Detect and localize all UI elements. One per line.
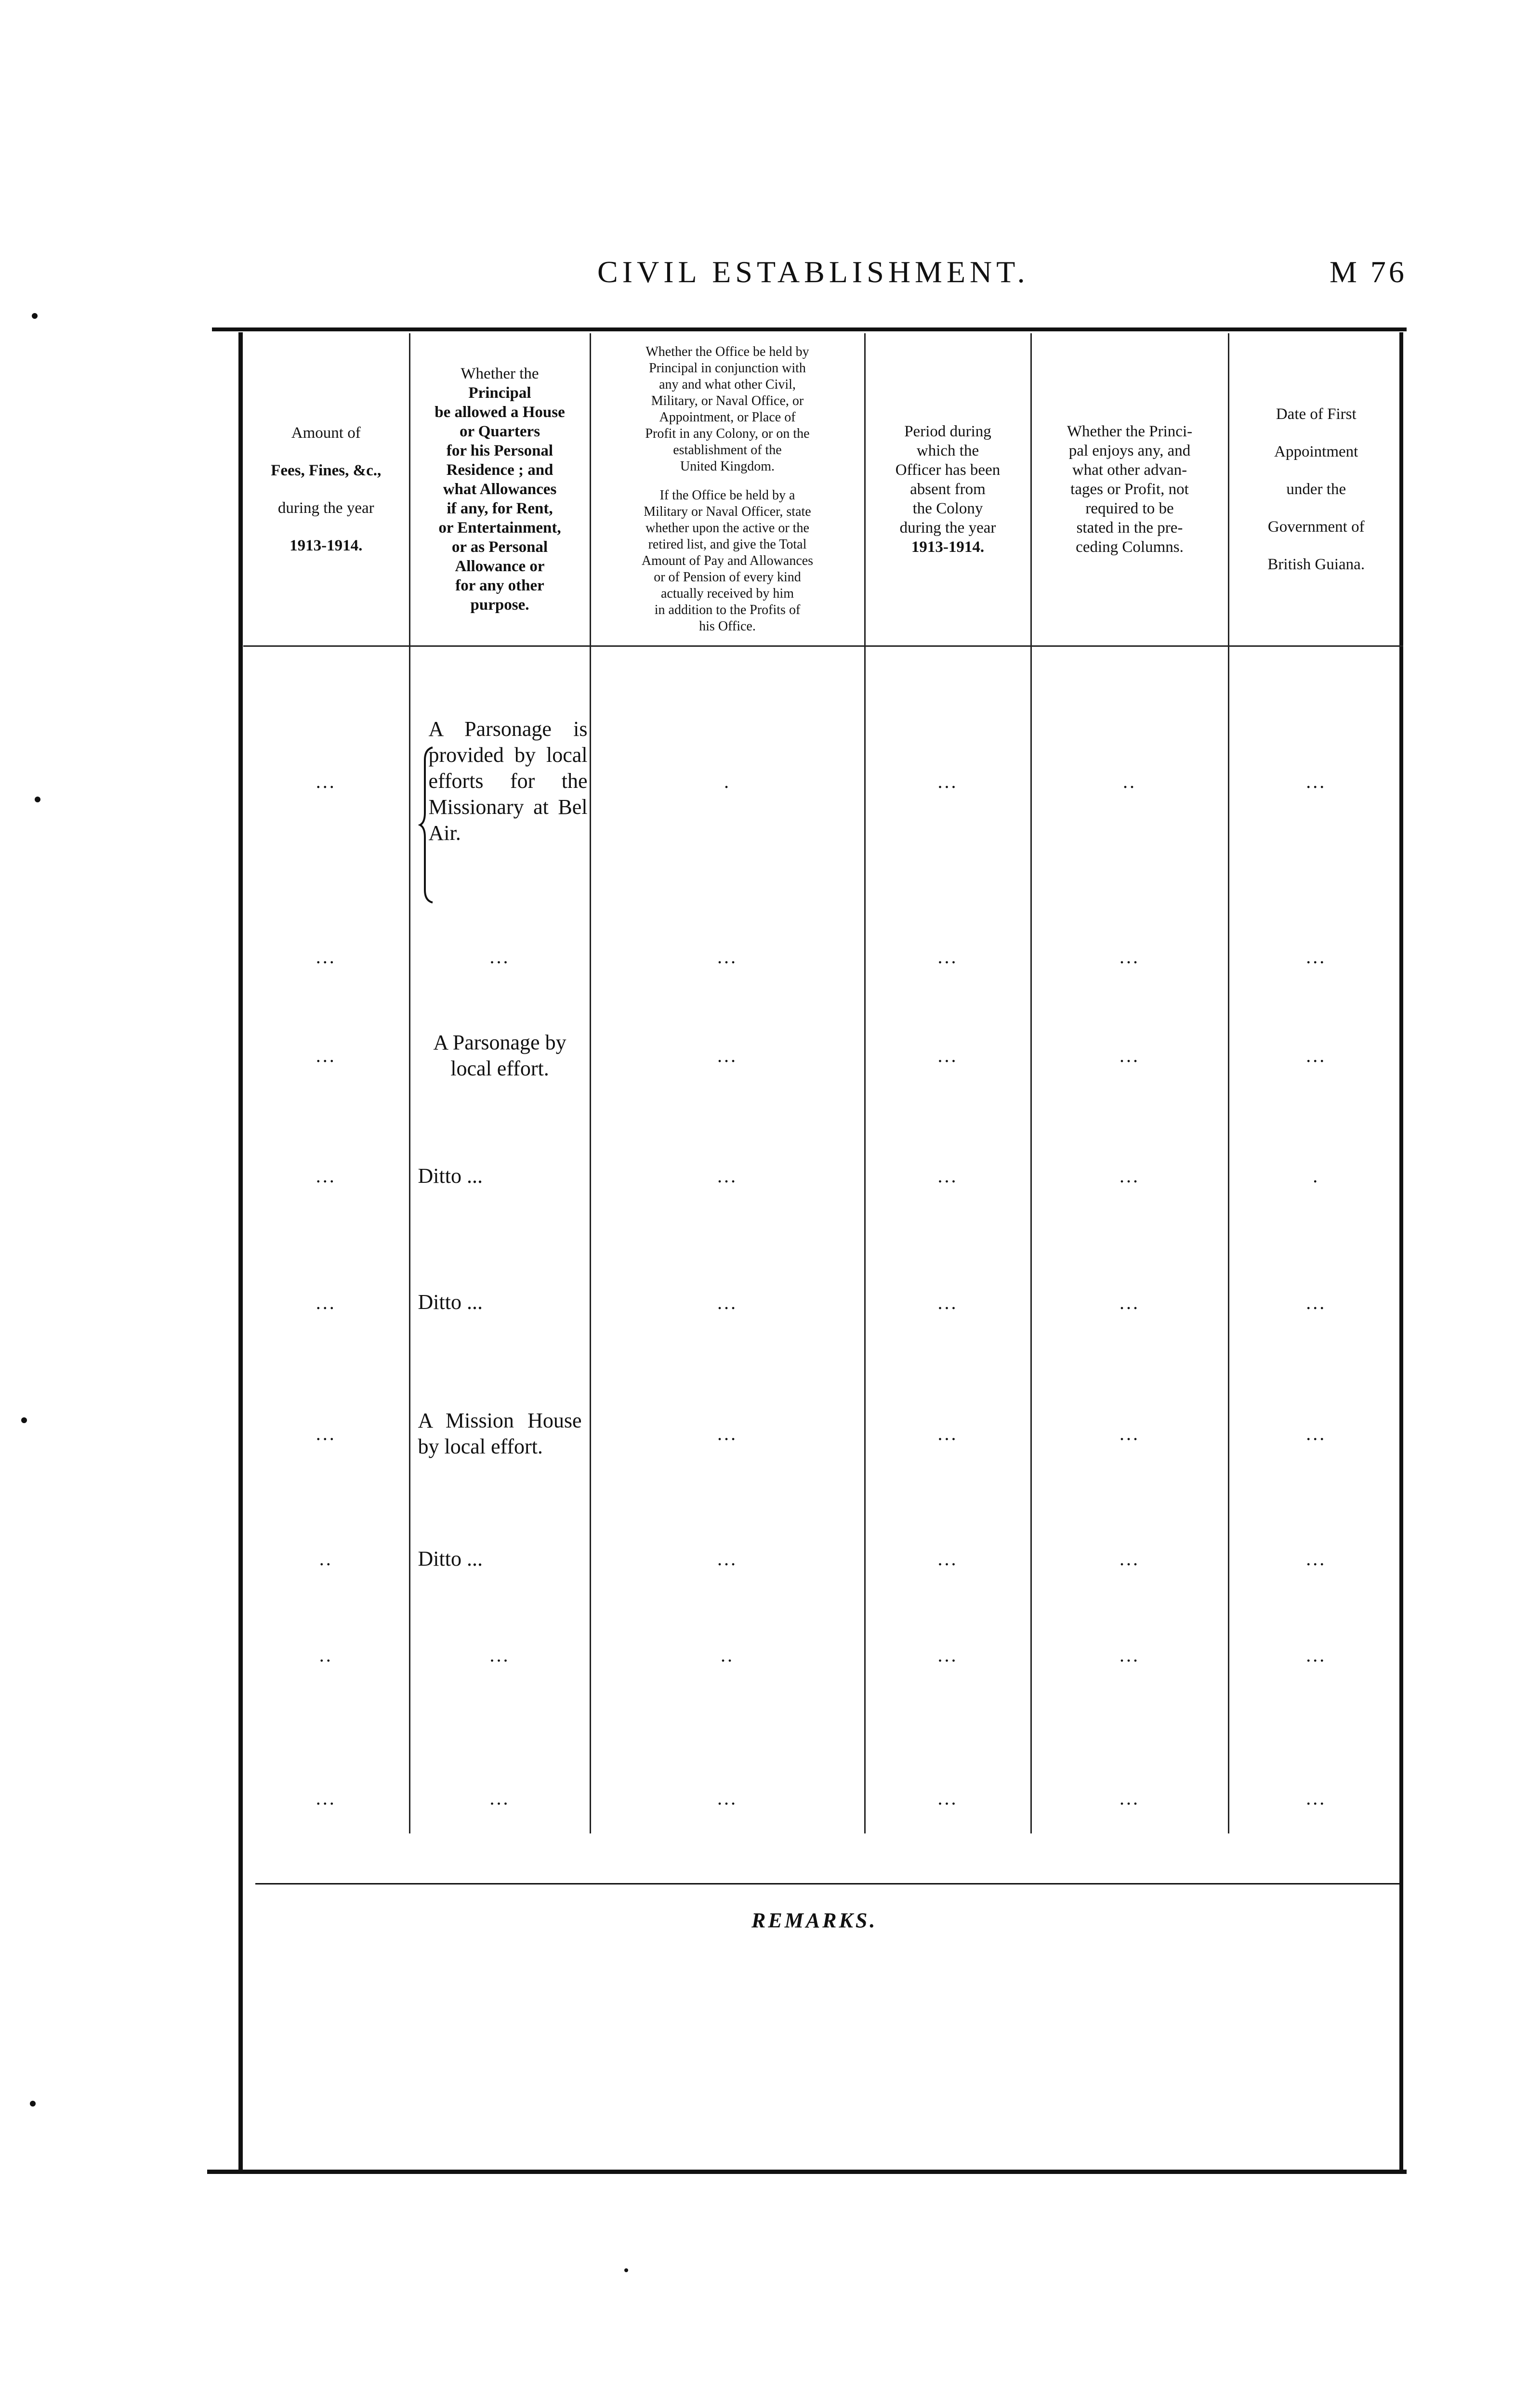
advantages-cell: ... [1031,998,1228,1113]
header-advantages-line: what other advan- [1072,461,1187,479]
header-row [243,333,1403,646]
header-fees-line: during the year [277,499,374,517]
office-cell: ... [590,1113,865,1239]
header-house-line: for his Personal [446,442,553,459]
scan-speck [35,797,40,802]
table-row [243,1617,1403,1694]
left-frame-rule [238,332,243,2170]
header-appointment-line: British Guiana. [1267,556,1365,573]
absent-cell: ... [865,1239,1031,1366]
appointment-cell: ... [1228,1239,1403,1366]
header-house-line: for any other [455,577,544,594]
header-office-line: Profit in any Colony, or on the [645,426,810,441]
absent-cell: ... [865,1617,1031,1694]
header-house-line: purpose. [470,596,529,614]
header-house-line: or Quarters [459,423,540,440]
header-house-line: Whether the [461,365,539,382]
header-appointment [1228,333,1403,646]
header-absent [865,333,1031,646]
house-cell: A Parsonage is provided by local efforts for the Missionary at Bel Air. [409,646,590,916]
left-brace-icon [418,746,435,904]
advantages-cell: ... [1031,1501,1228,1617]
fees-cell: ... [316,946,336,968]
header-appointment-line: Appointment [1274,443,1358,460]
office-cell: ... [590,1694,865,1833]
table-row [243,916,1403,998]
header-house-line: what Allowances [443,481,557,498]
header-absent-line: Period during [904,423,991,440]
office-cell: ... [590,1239,865,1366]
absent-cell: ... [865,1501,1031,1617]
advantages-cell: ... [1031,1694,1228,1833]
scan-speck [32,313,38,319]
house-cell: A Parsonage by local effort. [409,998,590,1113]
header-house-line: Residence ; and [446,461,553,479]
header-advantages-line: tages or Profit, not [1070,481,1189,498]
house-cell: Ditto ... [409,1239,590,1366]
header-absent-line: 1913-1914. [911,538,985,556]
fees-cell: ... [316,1291,336,1313]
fees-cell: .. [319,1644,333,1666]
header-absent-line: the Colony [912,500,983,517]
appointment-cell: ... [1228,1617,1403,1694]
house-cell: Ditto ... [409,1501,590,1617]
fees-cell: ... [316,1045,336,1066]
header-office-line: Principal in conjunction with [649,361,806,376]
page-title: CIVIL ESTABLISHMENT. [597,255,1029,289]
advantages-cell: ... [1031,1366,1228,1501]
header-office-line: or of Pension of every kind [654,570,801,585]
fees-cell: ... [316,1787,336,1809]
header-absent-line: which the [916,442,979,459]
header-office-line: actually received by him [661,586,794,601]
header-advantages-line: stated in the pre- [1076,519,1183,537]
header-house-line: if any, for Rent, [447,500,553,517]
page-number: M 76 [1330,255,1407,289]
header-office-line: Military, or Naval Office, or [651,393,804,408]
header-office-line: Whether the Office be held by [645,344,809,359]
appointment-cell: ... [1228,998,1403,1113]
establishment-table [243,333,1403,1833]
header-advantages-line: ceding Columns. [1076,538,1184,556]
header-office-line: United Kingdom. [680,459,775,474]
scan-speck [624,2268,628,2272]
appointment-cell: ... [1228,1366,1403,1501]
header-fees-line: 1913-1914. [290,537,363,554]
remarks-heading: REMARKS. [751,1909,878,1932]
header-appointment-line: under the [1286,481,1346,498]
header-office [590,333,865,646]
header-office-line: Amount of Pay and Allowances [641,553,814,568]
advantages-cell: ... [1031,1617,1228,1694]
appointment-cell: . [1228,1113,1403,1239]
header-advantages-line: required to be [1085,500,1174,517]
header-house [409,333,590,646]
absent-cell: ... [865,998,1031,1113]
header-absent-line: during the year [899,519,996,537]
header-absent-line: Officer has been [895,461,1001,479]
fees-cell: .. [319,1548,333,1570]
header-fees [243,333,409,646]
header-advantages-line: Whether the Princi- [1067,423,1193,440]
header-house-line: Principal [468,384,531,402]
table-row [243,998,1403,1113]
header-office-line: retired list, and give the Total [648,537,807,552]
office-cell: ... [590,998,865,1113]
header-office-line: whether upon the active or the [645,521,809,536]
bottom-rule [207,2170,1407,2174]
house-cell: ... [409,916,590,998]
house-cell: Ditto ... [409,1113,590,1239]
header-house-line: be allowed a House [435,404,565,421]
header-office-line: Military or Naval Officer, state [644,504,811,519]
header-fees-line: Amount of [291,424,361,442]
table-row [243,1501,1403,1617]
header-advantages-line: pal enjoys any, and [1068,442,1191,459]
absent-cell: ... [865,1366,1031,1501]
office-cell: . [590,646,865,916]
header-fees-line: Fees, Fines, &c., [271,462,382,479]
appointment-cell: ... [1228,916,1403,998]
header-office-line: Appointment, or Place of [659,410,796,425]
table-row [243,646,1403,916]
top-rule [212,327,1407,331]
absent-cell: ... [865,1113,1031,1239]
table-row [243,1366,1403,1501]
office-cell: ... [590,916,865,998]
appointment-cell: ... [1228,1501,1403,1617]
header-appointment-line: Date of First [1276,406,1357,423]
house-cell: A Mission House by local effort. [409,1366,590,1501]
office-cell: ... [590,1501,865,1617]
table-end-rule [255,1883,1401,1885]
appointment-cell: ... [1228,646,1403,916]
advantages-cell: .. [1031,646,1228,916]
advantages-cell: ... [1031,1239,1228,1366]
fees-cell: ... [316,1423,336,1444]
header-office-line: in addition to the Profits of [654,602,801,617]
scan-speck [30,2101,36,2107]
header-advantages [1031,333,1228,646]
office-cell: .. [590,1617,865,1694]
table-row [243,1239,1403,1366]
absent-cell: ... [865,1694,1031,1833]
fees-cell: ... [316,1165,336,1187]
header-absent-line: absent from [910,481,986,498]
house-cell: ... [409,1617,590,1694]
office-cell: ... [590,1366,865,1501]
advantages-cell: ... [1031,1113,1228,1239]
scan-speck [21,1417,27,1423]
absent-cell: ... [865,916,1031,998]
fees-cell: ... [316,770,336,792]
header-house-line: or as Personal [451,538,548,556]
advantages-cell: ... [1031,916,1228,998]
header-house-line: or Entertainment, [438,519,561,537]
table-row [243,1694,1403,1833]
header-house-line: Allowance or [455,558,545,575]
header-office-line: his Office. [699,619,756,634]
header-office-line: If the Office be held by a [659,488,795,503]
header-appointment-line: Government of [1267,518,1365,536]
appointment-cell: ... [1228,1694,1403,1833]
header-office-line: establishment of the [673,443,782,458]
absent-cell: ... [865,646,1031,916]
house-cell: ... [409,1694,590,1833]
header-office-line: any and what other Civil, [659,377,796,392]
table-row [243,1113,1403,1239]
